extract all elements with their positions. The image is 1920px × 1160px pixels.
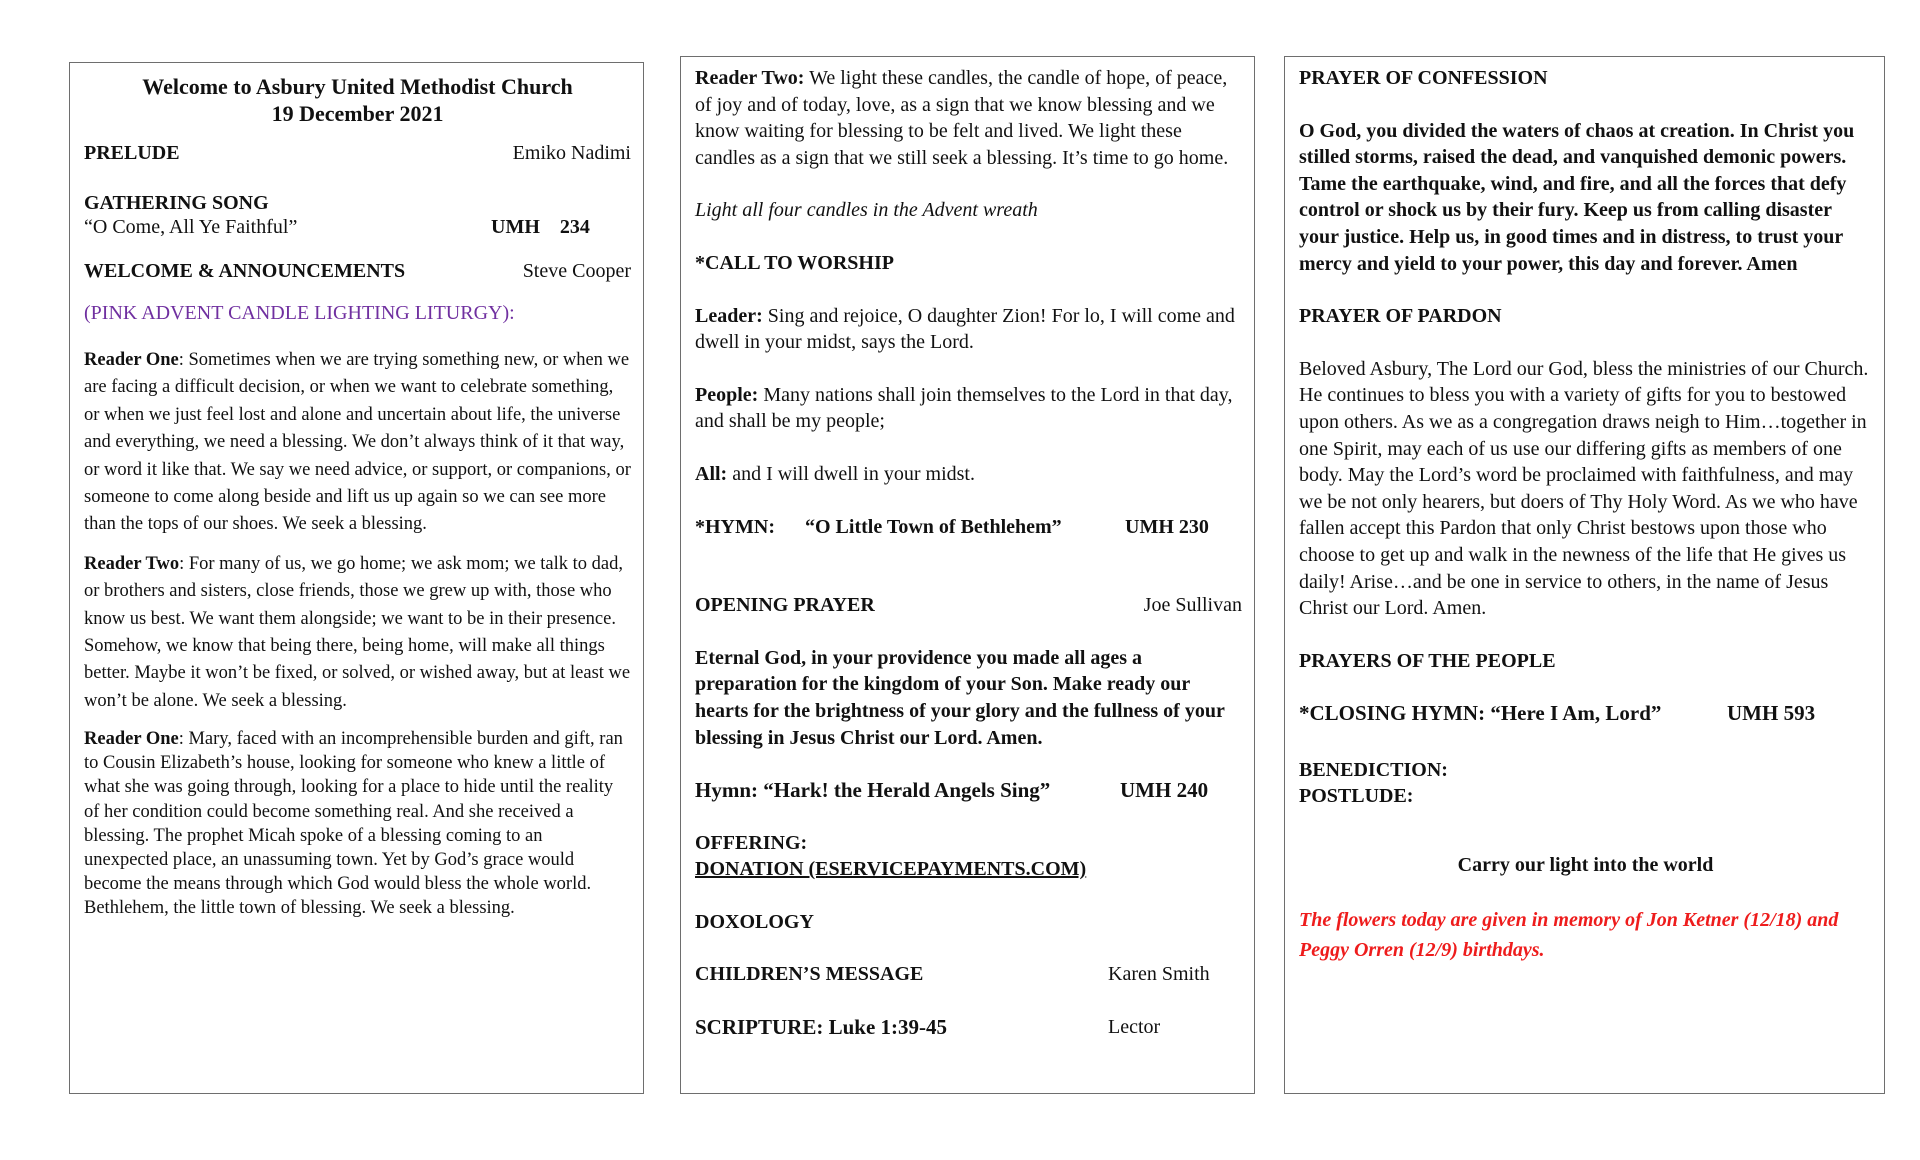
service-date: 19 December 2021 [271,101,444,126]
scripture-row [695,1014,1242,1041]
opening-prayer-label: OPENING PRAYER [695,594,875,617]
postlude-label: POSTLUDE: [1299,785,1414,808]
carry-light-tagline: Carry our light into the world [1457,854,1714,877]
childrens-message-label: CHILDREN’S MESSAGE [695,963,924,986]
people-line [695,382,1242,435]
candle-lighting-liturgy-heading: (PINK ADVENT CANDLE LIGHTING LITURGY): [84,302,515,324]
leader-text: Sing and rejoice, O daughter Zion! For lo, I will come and dwell in your midst, says the Lord. [695,304,1235,354]
opening-prayer-leader: Joe Sullivan [1143,594,1242,617]
prelude-performer: Emiko Nadimi [512,142,631,164]
confession-heading: PRAYER OF CONFESSION [1299,67,1548,89]
reader-two-candle-paragraph [695,65,1242,171]
welcome-announcements-leader: Steve Cooper [522,260,631,282]
welcome-announcements-label: WELCOME & ANNOUNCEMENTS [84,260,406,282]
leader-label: Leader: [695,304,763,327]
closing-hymn-label: *CLOSING HYMN: “Here I Am, Lord” [1299,701,1662,726]
benediction-label: BENEDICTION: [1299,758,1448,781]
reader-label: Reader One [84,350,179,370]
all-label: All: [695,462,728,485]
prelude-row [84,141,631,165]
reader-text: : Sometimes when we are trying something new, or when we are facing a difficult decision, or when we want to celebrate something, or when we just feel lost and alone and uncertain about life, the universe and everything, we need a blessing. We don’t always think of it that way, or word it like that. We say we need advice, or support, or companions, or someone to come along beside and lift us up again so we can see more than the tops of our shoes. We seek a blessing. [84,350,631,535]
all-text: and I will dwell in your midst. [727,462,975,485]
closing-hymn-row [1299,700,1872,727]
childrens-message-row [695,961,1242,988]
reader-one-paragraph [84,347,631,539]
flowers-dedication: The flowers today are given in memory of Jon Ketner (12/18) and Peggy Orren (12/9) birthdays. [1299,908,1839,961]
reader-label: Reader Two: [695,67,805,89]
bulletin-panel-right [1284,56,1885,1094]
closing-hymn-number: UMH 593 [1727,701,1816,726]
all-line [695,461,1242,488]
welcome-title: Welcome to Asbury United Methodist Church [142,74,573,99]
hymn-hark-label: Hymn: “Hark! the Herald Angels Sing” [695,778,1051,803]
offering-label: OFFERING: [695,831,808,854]
reader-label: Reader One [84,729,179,750]
leader-line [695,303,1242,356]
welcome-announcements-row [84,259,631,283]
hymn-row [695,514,1242,541]
hymn-hark-row [695,777,1242,804]
reader-label: Reader Two [84,553,180,574]
gathering-song-label: GATHERING SONG [84,192,269,214]
reader-text: We light these candles, the candle of hope, of peace, of joy and of today, love, as a sign that we know blessing and we know waiting for blessing to be felt and lived. We light these candles as a sign that we still seek a blessing. It’s time to go home. [695,67,1229,169]
reader-text: : For many of us, we go home; we ask mom; we talk to dad, or brothers and sisters, close friends, those we grew up with, those who know us best. We want them alongside; we want to be in their presence. Somehow, we know that being there, being home, will make all things better. Maybe it won’t be fixed, or solved, or wished away, but at least we won’t be alone. We seek a blessing. [84,553,631,711]
bulletin-panel-middle [680,56,1255,1094]
scripture-reader: Lector [1108,1016,1161,1039]
opening-prayer-row [695,592,1242,619]
gathering-song-title: “O Come, All Ye Faithful” [84,216,298,238]
reader-one-second-paragraph [84,727,631,920]
hymnal-abbrev: UMH [491,216,540,238]
prayers-of-people-heading: PRAYERS OF THE PEOPLE [1299,649,1556,672]
hymn-title: “O Little Town of Bethlehem” [805,515,1062,538]
bulletin-panel-left [69,62,644,1094]
confession-text: O God, you divided the waters of chaos at creation. In Christ you stilled storms, raised the dead, and vanquished demonic powers. Tame the earthquake, wind, and fire, and all the forces that defy control or shock us by their fury. Keep us from calling disaster your justice. Help us, in good times and in distress, to trust your mercy and yield to your power, this day and forever. Amen [1299,119,1855,275]
opening-prayer-text: Eternal God, in your providence you made all ages a preparation for the kingdom of your Son. Make ready our hearts for the brightness of your glory and the fullness of your blessing in Jesus Christ our Lord. Amen. [695,646,1225,749]
hymn-hark-number: UMH 240 [1120,778,1209,803]
candle-instruction: Light all four candles in the Advent wreath [695,199,1038,222]
doxology-label: DOXOLOGY [695,910,814,933]
hymn-number: 234 [559,216,590,238]
hymn-number: UMH 230 [1125,515,1209,538]
pardon-text: Beloved Asbury, The Lord our God, bless the ministries of our Church. He continues to bless you with a variety of gifts for you to bestowed upon others. As we as a congregation draws neigh to Him…together in one Spirit, may each of us use our differing gifts as members of one body. May the Lord’s word be proclaimed with faithfulness, and may we be not only hearers, but doers of Thy Holy Word. As we who have fallen accept this Pardon that only Christ bestows upon those who choose to get up and walk in the newness of the life that He gives us daily! Arise…and be one in service to others, in the name of Jesus Christ our Lord. Amen. [1299,357,1869,620]
pardon-heading: PRAYER OF PARDON [1299,305,1502,328]
reader-text: : Mary, faced with an incomprehensible burden and gift, ran to Cousin Elizabeth’s house, looking for someone who knew a little of what she was going through, looking for a place to hide until the reality of her condition could become something real. And she received a blessing. The prophet Micah spoke of a blessing coming to an unexpected place, an unassuming town. Yet by God’s grace would become the means through which God would bless the whole world. Bethlehem, the little town of blessing. We seek a blessing. [84,729,623,918]
gathering-song-row [84,215,631,239]
prelude-label: PRELUDE [84,142,180,164]
reader-two-paragraph [84,551,631,715]
hymn-label: *HYMN: [695,515,775,538]
gathering-song-number [491,215,631,239]
scripture-label: SCRIPTURE: Luke 1:39-45 [695,1015,948,1040]
call-to-worship-heading: *CALL TO WORSHIP [695,251,894,274]
donation-link[interactable]: DONATION (ESERVICEPAYMENTS.COM) [695,858,1087,881]
people-label: People: [695,383,759,406]
childrens-message-leader: Karen Smith [1108,963,1210,986]
people-text: Many nations shall join themselves to the Lord in that day, and shall be my people; [695,383,1233,433]
